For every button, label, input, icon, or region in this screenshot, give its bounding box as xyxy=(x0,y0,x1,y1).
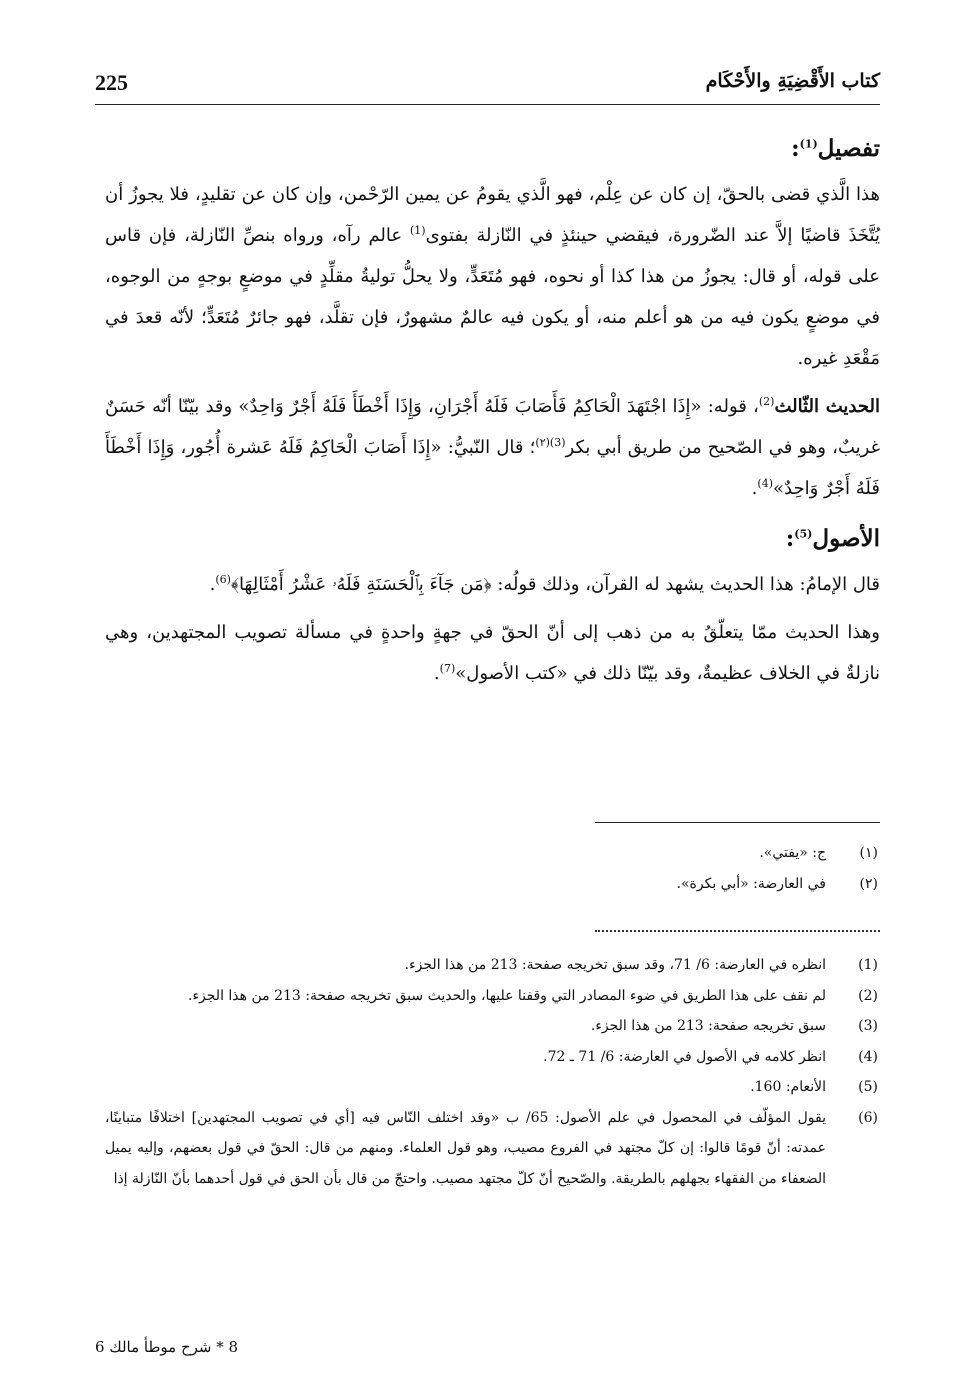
footnote-number: (4) xyxy=(858,1048,878,1065)
footnote-text: انظره في العارضة: 6/ 71، وقد سبق تخريجه صفحة: 213 من هذا الجزء. xyxy=(404,957,826,973)
quran-verse: ﴿مَن جَآءَ بِٱلْحَسَنَةِ فَلَهُۥ عَشْرُ أَمْثَالِهَا﴾ xyxy=(230,574,492,595)
footnote-item xyxy=(105,950,880,981)
footnote-text: لم نقف على هذا الطريق في ضوء المصادر التي وقفنا عليها، والحديث سبق تخريجه صفحة: 213 من هذا الجزء. xyxy=(188,987,826,1004)
heading-colon: : xyxy=(791,135,800,162)
paragraph xyxy=(105,564,880,605)
footnote-separator xyxy=(595,822,880,823)
main-text xyxy=(105,122,880,701)
paragraph-hadith xyxy=(105,386,880,509)
footnote-number: (3) xyxy=(858,1018,878,1034)
footnote-ref: (6) xyxy=(215,573,231,586)
footnote-ref: (7) xyxy=(439,662,456,675)
section-title: تفصيل xyxy=(817,135,880,162)
footnote-number: (5) xyxy=(858,1079,878,1095)
footnote-number: (2) xyxy=(858,987,878,1004)
dotted-separator xyxy=(595,930,880,932)
section-heading-usul xyxy=(105,516,880,562)
footnote-item xyxy=(105,1042,880,1073)
footnote-ref: (4) xyxy=(757,477,773,490)
hadith-lead: الحديث الثّالث xyxy=(774,396,880,417)
page-number: 225 xyxy=(95,70,128,95)
editor-footnotes xyxy=(105,838,880,900)
footnote-item xyxy=(105,869,880,900)
footnote-ref: (1) xyxy=(410,224,426,237)
footnote-ref: (2) xyxy=(758,395,775,408)
paragraph-text: ، قوله: «إِذَا اجْتَهَدَ الْحَاكِمُ فَأَصَابَ فَلَهُ أَجْرَانِ، وَإِذَا أَخْطَأَ فَلَهُ أَجْرٌ وَاحِدٌ» وقد بيّنّا أنّه حَسَنٌ غريبٌ، وهو في الصّحيح من طريق أبي بكر xyxy=(105,396,881,458)
section-title: الأصول xyxy=(812,525,880,552)
paragraph xyxy=(105,174,880,379)
footnote-text: انظر كلامه في الأصول في العارضة: 6/ 71 ـ 72. xyxy=(543,1048,826,1065)
footnote-item xyxy=(105,981,880,1012)
paragraph-text: وهذا الحديث ممّا يتعلّقُ به من ذهب إلى أنّ الحقّ في جهةٍ واحدةٍ في مسألة تصويب المجتهدين، وهي نازلةٌ في الخلاف عظيمةٌ، وقد بيّنّا ذلك في «كتب الأصول» xyxy=(105,622,880,684)
paragraph xyxy=(105,612,880,694)
footnote-text: الأنعام: 160. xyxy=(750,1079,826,1095)
footnote-text: في العارضة: «أبي بكرة». xyxy=(676,876,826,892)
author-footnotes xyxy=(105,950,880,1194)
paragraph-text: عالم رآه، ورواه بنصِّ النّازلة، فإن قاس على قوله، أو قال: يجوزُ من هذا كذا أو نحوه، فهو مُتَعَدٍّ، ولا يحلُّ توليةُ مقلِّدٍ في موضعٍ بوجهٍ من الوجوه، في موضعٍ يكون فيه من هو أعلم منه، أو يكون فيه عالمٌ مشهورٌ، فإن تقلَّد، فهو جائرٌ مُتَعَدٍّ؛ لأنّه قعدَ في مَقْعَدِ غيره. xyxy=(105,225,880,369)
paragraph-end: . xyxy=(209,574,216,595)
paragraph-end: . xyxy=(433,663,440,684)
paragraph-text: ؛ قال النّبيُّ: «إِذَا أَصَابَ الْحَاكِمُ فَلَهُ عَشرة أُجُور، وَإِذَا أَخْطَأَ فَلَهُ أَجْرٌ وَاحِدٌ» xyxy=(105,437,880,499)
footnote-item xyxy=(105,1103,880,1195)
footnote-text: سبق تخريجه صفحة: 213 من هذا الجزء. xyxy=(590,1018,826,1034)
footnote-number: (1) xyxy=(858,957,878,973)
paragraph-text: هذا الَّذي قضى بالحقّ، إن كان عن عِلْم، فهو الَّذي يقومُ عن يمين الرّحْمن، وإن كان عن تقليدٍ، فلا يجوزُ أن يُتَّخَذَ قاضيًا إلاَّ عند الضّرورة، فيقضي حينئذٍ في النّازلة بفتوى xyxy=(105,184,880,246)
footnote-number: (6) xyxy=(858,1109,878,1126)
footnote-item xyxy=(105,838,880,869)
footnote-text: ج: «يفتي». xyxy=(759,845,826,861)
footnote-number: (١) xyxy=(859,845,878,861)
running-header xyxy=(95,68,880,105)
footnote-item xyxy=(105,1072,880,1103)
footnote-ref: (5) xyxy=(794,527,813,541)
footnote-text: يقول المؤلّف في المحصول في علم الأصول: 65/ ب «وقد اختلف النّاس فيه [أي في تصويب المجتهدين] اختلافًا متباينًا، عمدته: أنّ قومًا قالوا: إن كلّ مجتهد في الفروع مصيب، وهو قول العلماء. ومنهم من قال: الحقّ في قول بعضهم، وإليه يميل الضعفاء من الفقهاء بجهلهم بالطريقة. والصّحيح أنّ كلّ مجتهد مصيب. واحتجّ من قال بأن الحق في قول أحدهما بأنّ النّازلة إذا xyxy=(105,1109,827,1187)
book-title: كتاب الأَقْضِيَةِ والأَحْكَام xyxy=(705,70,880,92)
footnote-item xyxy=(105,1011,880,1042)
paragraph-end: . xyxy=(751,478,758,499)
printer-signature: 8 * شرح موطأ مالك 6 xyxy=(95,1338,239,1356)
footnote-number: (٢) xyxy=(859,876,878,892)
footnote-ref: (3)(٢) xyxy=(535,436,566,449)
paragraph-text: قال الإمامُ: هذا الحديث يشهد له القرآن، وذلك قولُه: xyxy=(491,574,880,595)
section-heading-tafsil xyxy=(105,126,880,172)
heading-colon: : xyxy=(785,525,795,552)
footnote-ref: (1) xyxy=(799,137,818,151)
